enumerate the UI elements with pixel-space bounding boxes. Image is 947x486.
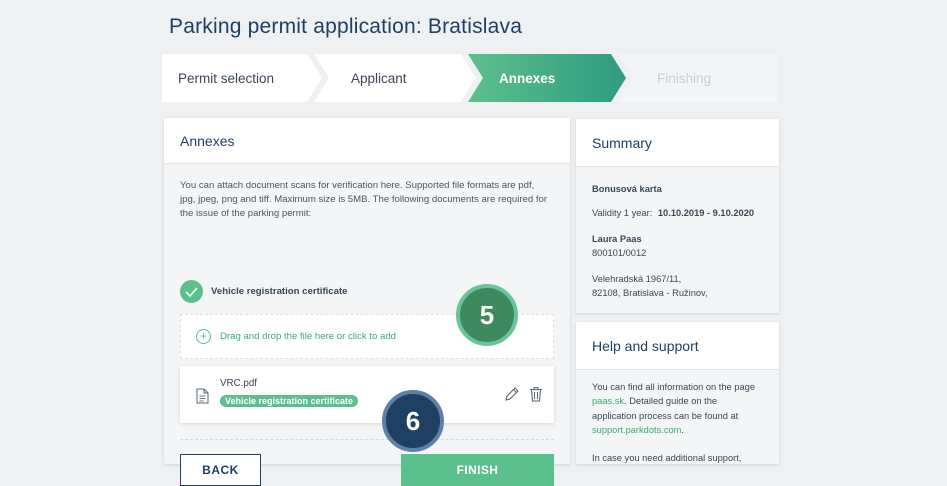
finish-button[interactable] <box>401 454 554 486</box>
step-label: Permit selection <box>178 70 275 86</box>
uploaded-file-card <box>180 366 554 423</box>
help-title: Help and support <box>576 322 779 370</box>
step-permit-selection[interactable] <box>162 54 322 102</box>
required-document-label: Vehicle registration certificate <box>211 286 348 297</box>
section-divider <box>180 439 554 440</box>
page-title: Parking permit application: Bratislava <box>169 15 523 38</box>
help-text: . Detailed guide on the application process can be found at <box>592 396 739 421</box>
help-card <box>576 322 779 464</box>
step-label: Annexes <box>499 70 556 86</box>
back-button[interactable]: BACK <box>180 454 261 486</box>
step-applicant[interactable] <box>314 54 476 102</box>
file-type-badge: Vehicle registration certificate <box>220 395 358 407</box>
file-name: VRC.pdf <box>220 378 258 389</box>
annexes-card <box>164 118 570 477</box>
edit-icon[interactable] <box>504 386 520 402</box>
person-name: Laura Paas <box>592 234 642 244</box>
annexes-title: Annexes <box>164 118 570 164</box>
address-line-1: Velehradská 1967/11, <box>592 274 682 284</box>
help-text: . <box>681 424 684 435</box>
step-marker-6: 6 <box>382 390 444 452</box>
person-id: 800101/0012 <box>592 248 647 258</box>
paas-link[interactable]: paas.sk <box>592 396 625 407</box>
support-link[interactable]: support.parkdots.com <box>592 424 682 435</box>
validity-value: 10.10.2019 - 9.10.2020 <box>657 208 755 218</box>
help-text: You can find all information on the page <box>592 382 755 392</box>
step-annexes[interactable] <box>468 54 626 102</box>
step-marker-5: 5 <box>456 284 518 346</box>
summary-card <box>576 119 779 313</box>
help-paragraph-2: In case you need additional support, <box>592 453 742 464</box>
step-label: Applicant <box>351 70 407 86</box>
card-name: Bonusová karta <box>592 184 662 194</box>
step-label: Finishing <box>657 70 712 86</box>
address-line-2: 82108, Bratislava - Ružinov, <box>592 288 708 298</box>
required-document-row <box>180 280 348 303</box>
stepper <box>162 54 778 102</box>
validity-label: Validity 1 year: <box>592 208 653 218</box>
add-icon: + <box>196 329 211 344</box>
check-icon <box>180 280 203 303</box>
dropzone-text: Drag and drop the file here or click to add <box>220 331 396 342</box>
help-paragraph-1 <box>592 380 763 437</box>
summary-body <box>576 167 779 313</box>
annexes-intro-text: You can attach document scans for verification here. Supported file formats are pdf, jpg, jpeg, png and tiff. Maximum size is 5MB. The following documents are required for the issue of the parking permit: <box>180 180 548 219</box>
document-icon <box>196 388 209 404</box>
step-finishing <box>618 54 778 102</box>
summary-title: Summary <box>576 119 779 167</box>
trash-icon[interactable] <box>528 386 544 402</box>
finish-button-label: FINISH <box>456 463 499 477</box>
help-body <box>576 370 779 464</box>
validity-row <box>592 208 754 218</box>
